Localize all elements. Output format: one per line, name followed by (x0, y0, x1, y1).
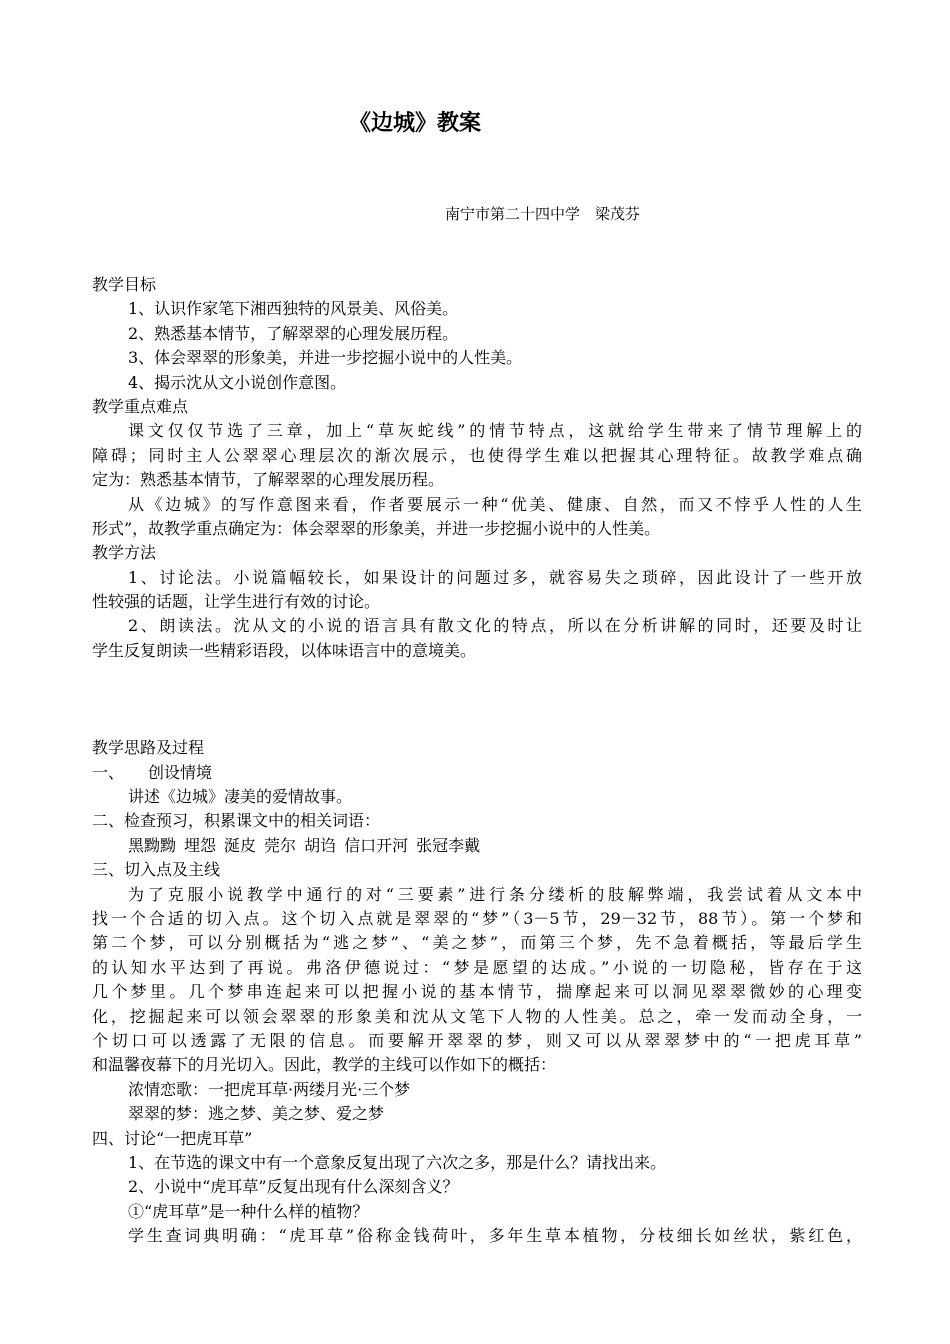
text-line: 2、朗读法。沈从文的小说的语言具有散文化的特点，所以在分析讲解的同时，还要及时让 (128, 616, 862, 636)
text-line: 教学重点难点 (92, 396, 189, 416)
text-line: 个切口可以透露了无限的信息。而要解开翠翠的梦，则又可以从翠翠梦中的“一把虎耳草” (92, 1030, 862, 1050)
text-line: 2、小说中“虎耳草”反复出现有什么深刻含义？ (128, 1177, 459, 1197)
text-line: 和温馨夜幕下的月光切入。因此，教学的主线可以作如下的概括： (92, 1055, 557, 1075)
text-line: 三、切入点及主线 (92, 860, 221, 880)
vocabulary-word: 胡诌 (304, 835, 337, 855)
section-process-body (92, 858, 862, 1248)
text-line: 学生查词典明确：“虎耳草”俗称金钱荷叶，多年生草本植物，分枝细长如丝状，紫红色， (128, 1226, 862, 1246)
text-line: 讲述《边城》凄美的爱情故事。 (128, 787, 353, 807)
text-line: ①“虎耳草”是一种什么样的植物？ (128, 1201, 369, 1221)
vocabulary-word: 黑黝黝 (128, 835, 177, 855)
section-objectives-methods (92, 273, 862, 663)
document-title: 《边城》教案 (348, 111, 481, 136)
text-line: 化，挖掘起来可以领会翠翠的形象美和沈从文笔下人物的人性美。总之，牵一发而动全身，一 (92, 1006, 862, 1026)
text-line: 3、体会翠翠的形象美，并进一步挖掘小说中的人性美。 (128, 348, 523, 368)
text-line: 1、讨论法。小说篇幅较长，如果设计的问题过多，就容易失之琐碎，因此设计了一些开放 (128, 567, 862, 587)
vocabulary-list (92, 834, 862, 858)
text-line: 4、揭示沈从文小说创作意图。 (128, 372, 347, 392)
section-process-intro (92, 736, 862, 834)
text-line: 浓情恋歌：一把虎耳草·两缕月光·三个梦 (128, 1079, 411, 1099)
vocabulary-word: 莞尔 (264, 835, 297, 855)
text-line: 障碍；同时主人公翠翠心理层次的渐次展示，也使得学生难以把握其心理特征。故教学难点确 (92, 445, 862, 465)
text-line: 定为：熟悉基本情节，了解翠翠的心理发展历程。 (92, 470, 445, 490)
document-body (92, 273, 862, 1248)
paragraph-gap (92, 663, 862, 736)
text-line: 从《边城》的写作意图来看，作者要展示一种“优美、健康、自然，而又不悖乎人性的人生 (128, 494, 862, 514)
text-line: 2、熟悉基本情节，了解翠翠的心理发展历程。 (128, 323, 459, 343)
text-line: 教学方法 (92, 543, 157, 563)
author-line: 南宁市第二十四中学 梁茂芬 (445, 205, 641, 223)
text-line: 教学思路及过程 (92, 738, 205, 758)
vocabulary-word: 涎皮 (224, 835, 257, 855)
text-line: 教学目标 (92, 275, 157, 294)
text-line: 学生反复朗读一些精彩语段，以体味语言中的意境美。 (92, 640, 477, 660)
text-line: 性较强的话题，让学生进行有效的讨论。 (92, 592, 381, 612)
text-line: 几个梦里。几个梦串连起来可以把握小说的基本情节，揣摩起来可以洞见翠翠微妙的心理变 (92, 982, 862, 1002)
text-line: 二、检查预习，积累课文中的相关词语： (92, 811, 381, 831)
text-line: 找一个合适的切入点。这个切入点就是翠翠的“梦”（3－5节，29－32节，88节）。第一个梦和 (92, 908, 862, 928)
text-line: 的认知水平达到了再说。弗洛伊德说过：“梦是愿望的达成。”小说的一切隐秘，皆存在于这 (92, 957, 862, 977)
text-line: 1、在节选的课文中有一个意象反复出现了六次之多，那是什么？请找出来。 (128, 1152, 667, 1172)
vocabulary-word: 张冠李戴 (416, 835, 481, 855)
text-line: 第二个梦，可以分别概括为“逃之梦”、“美之梦”，而第三个梦，先不急着概括，等最后学生 (92, 933, 862, 953)
text-line: 1、认识作家笔下湘西独特的风景美、风俗美。 (128, 299, 459, 319)
vocabulary-word: 信口开河 (344, 835, 409, 855)
vocabulary-word: 埋怨 (184, 835, 217, 855)
text-line: 为了克服小说教学中通行的对“三要素”进行条分缕析的肢解弊端，我尝试着从文本中 (128, 884, 862, 904)
text-line: 翠翠的梦：逃之梦、美之梦、爱之梦 (128, 1104, 385, 1124)
text-line: 形式”，故教学重点确定为：体会翠翠的形象美，并进一步挖掘小说中的人性美。 (92, 518, 661, 538)
text-line: 一、 创设情境 (92, 762, 213, 782)
text-line: 课文仅仅节选了三章，加上“草灰蛇线”的情节特点，这就给学生带来了情节理解上的 (128, 421, 862, 441)
text-line: 四、讨论“一把虎耳草” (92, 1128, 253, 1148)
